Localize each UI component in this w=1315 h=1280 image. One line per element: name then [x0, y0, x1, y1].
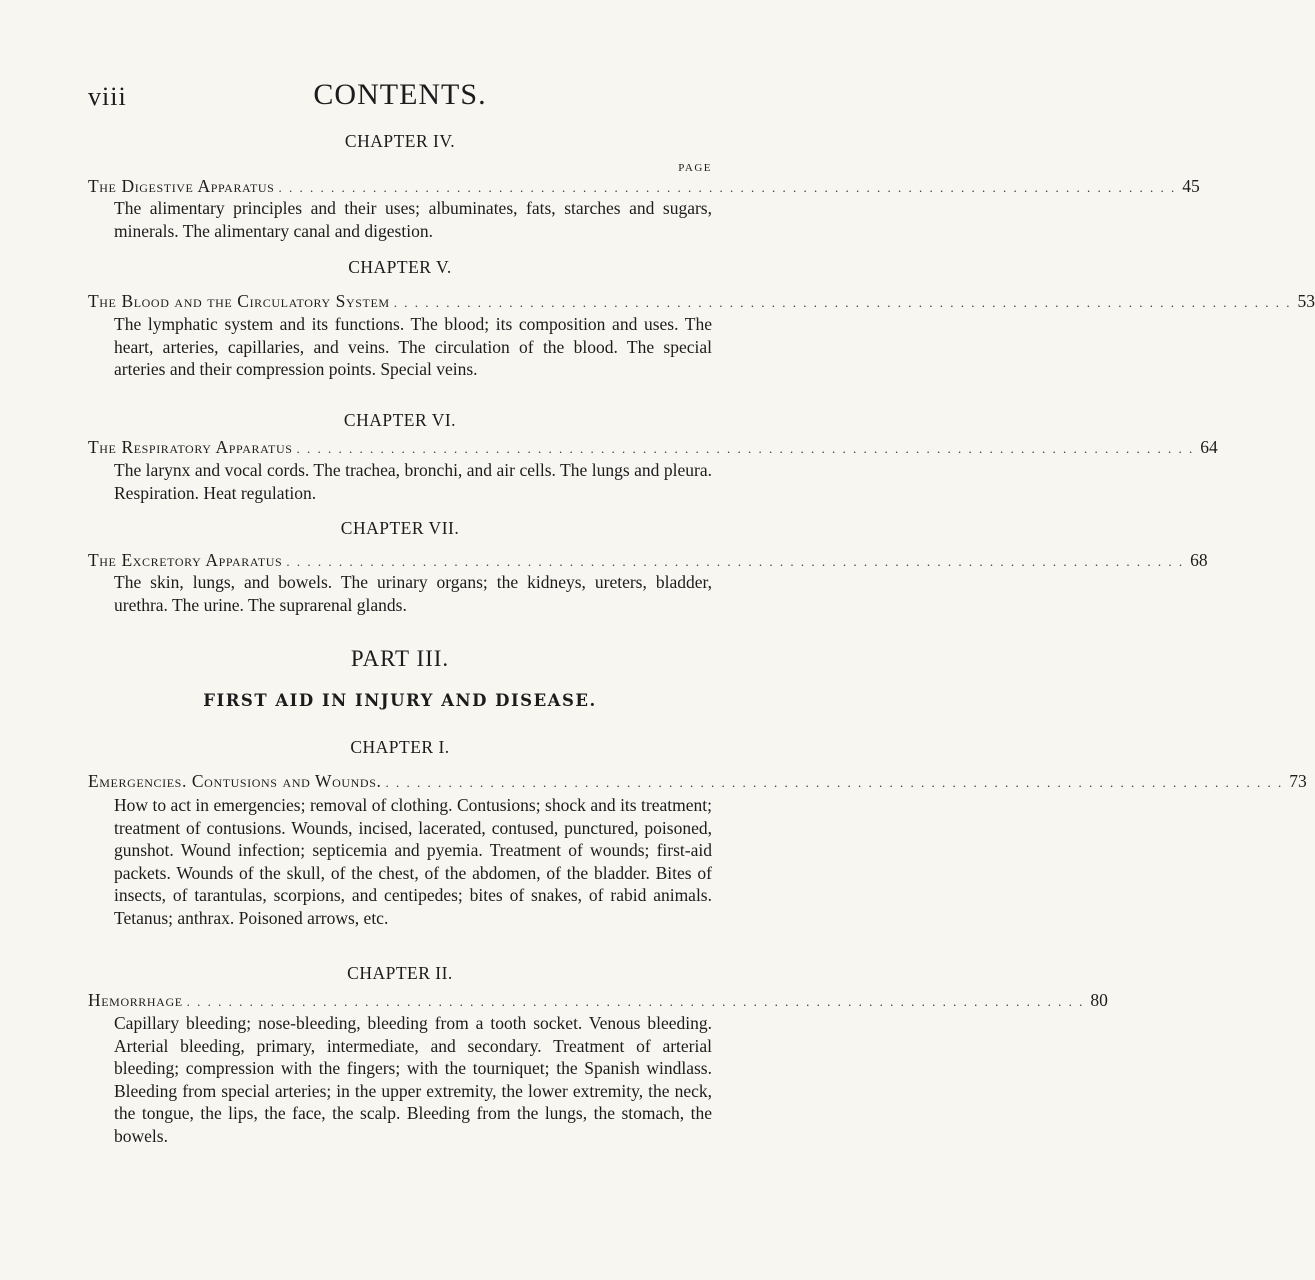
chapter-heading: CHAPTER II. — [347, 963, 453, 983]
chapter-description: The alimentary principles and their uses; albuminates, fats, starches and sugars, minerals. The alimentary canal and digestion. — [114, 198, 712, 241]
dot-leader: . . . . . . . . . . . . . . . . . . . . . . . . . . . . . . . . . . . . . . . . . . . . . . . . . . . . . . . . . . . . . . . . . . . . . . . . . . . . . . . . . . . . . . — [286, 554, 1185, 569]
toc-entry[interactable] — [88, 550, 1208, 571]
toc-entry[interactable] — [88, 437, 1218, 458]
toc-entry-title: The Blood and the Circulatory System — [88, 291, 390, 311]
toc-entry-title: The Respiratory Apparatus — [88, 437, 293, 457]
toc-entry-title: Emergencies. Contusions and Wounds. — [88, 771, 382, 791]
chapter-description: Capillary bleeding; nose-bleeding, bleeding from a tooth socket. Venous bleeding. Arterial bleeding, primary, intermediate, and secondary. Treatment of arterial bleeding; compression with the fingers; with the tourniquet; the Spanish windlass. Bleeding from special arteries; in the upper extremity, the lower extremity, the neck, the tongue, the lips, the face, the scalp. Bleeding from the lungs, the stomach, the bowels. — [114, 1013, 712, 1146]
toc-entry-title: The Digestive Apparatus — [88, 176, 275, 196]
chapter-heading: CHAPTER VI. — [343, 410, 457, 430]
toc-entry[interactable] — [88, 176, 1200, 197]
chapter-description: The lymphatic system and its functions. The blood; its composition and uses. The heart, arteries, capillaries, and veins. The circulation of the blood. The special arteries and their compression points. Special veins. — [114, 314, 712, 379]
toc-entry[interactable] — [88, 771, 1307, 792]
chapter-heading: CHAPTER IV. — [344, 131, 456, 151]
dot-leader: . . . . . . . . . . . . . . . . . . . . . . . . . . . . . . . . . . . . . . . . . . . . . . . . . . . . . . . . . . . . . . . . . . . . . . . . . . . . . . . . . . . . . . — [296, 441, 1195, 456]
dot-leader: . . . . . . . . . . . . . . . . . . . . . . . . . . . . . . . . . . . . . . . . . . . . . . . . . . . . . . . . . . . . . . . . . . . . . . . . . . . . . . . . . . . . . . — [385, 775, 1284, 790]
chapter-description: The larynx and vocal cords. The trachea, bronchi, and air cells. The lungs and pleura. Respiration. Heat regulation. — [114, 460, 712, 503]
dot-leader: . . . . . . . . . . . . . . . . . . . . . . . . . . . . . . . . . . . . . . . . . . . . . . . . . . . . . . . . . . . . . . . . . . . . . . . . . . . . . . . . . . . . . . — [278, 180, 1177, 195]
chapter-heading: CHAPTER I. — [350, 737, 450, 757]
toc-entry-page: 73 — [1289, 771, 1307, 791]
toc-entry-title: Hemorrhage — [88, 990, 183, 1010]
toc-entry-page: 80 — [1090, 990, 1108, 1010]
toc-entry[interactable] — [88, 990, 1108, 1011]
chapter-heading: CHAPTER V. — [348, 257, 452, 277]
toc-entry-page: 68 — [1190, 550, 1208, 570]
toc-entry-page: 45 — [1182, 176, 1200, 196]
page-folio: viii — [88, 82, 127, 111]
chapter-heading: CHAPTER VII. — [340, 518, 460, 538]
chapter-description: How to act in emergencies; removal of clothing. Contusions; shock and its treatment; treatment of contusions. Wounds, incised, lacerated, contused, punctured, poisoned, gunshot. Wound infection; septicemia and pyemia. Treatment of wounds; first-aid packets. Wounds of the skull, of the chest, of the abdomen, of the bladder. Bites of insects, of tarantulas, scorpions, and centipedes; bites of snakes, of rabid animals. Tetanus; anthrax. Poisoned arrows, etc. — [114, 795, 712, 928]
toc-entry[interactable] — [88, 291, 1315, 312]
dot-leader: . . . . . . . . . . . . . . . . . . . . . . . . . . . . . . . . . . . . . . . . . . . . . . . . . . . . . . . . . . . . . . . . . . . . . . . . . . . . . . . . . . . . . . — [393, 295, 1292, 310]
chapter-description: The skin, lungs, and bowels. The urinary organs; the kidneys, ureters, bladder, urethra. The urine. The suprarenal glands. — [114, 572, 712, 615]
toc-entry-title: The Excretory Apparatus — [88, 550, 283, 570]
running-title: CONTENTS. — [313, 78, 487, 111]
page-header — [88, 78, 712, 118]
dot-leader: . . . . . . . . . . . . . . . . . . . . . . . . . . . . . . . . . . . . . . . . . . . . . . . . . . . . . . . . . . . . . . . . . . . . . . . . . . . . . . . . . . . . . . — [186, 994, 1085, 1009]
part-title: PART III. — [350, 646, 450, 671]
page-column-label: PAGE — [678, 162, 712, 174]
toc-entry-page: 64 — [1200, 437, 1218, 457]
toc-entry-page: 53 — [1297, 291, 1315, 311]
part-subtitle: FIRST AID IN INJURY AND DISEASE. — [203, 691, 597, 710]
